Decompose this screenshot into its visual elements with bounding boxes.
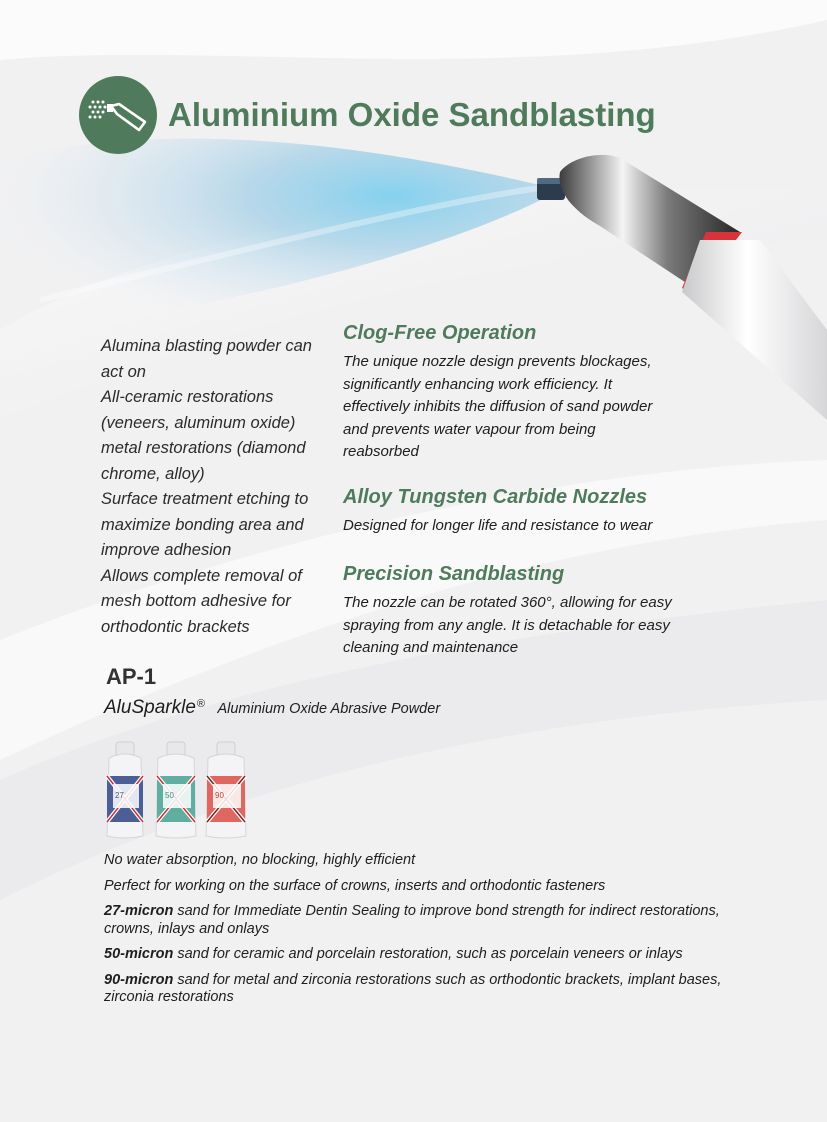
note-text: Perfect for working on the surface of crowns, inserts and orthodontic fasteners — [104, 877, 606, 894]
feature-text: The nozzle can be rotated 360°, allowing for easy spraying from any angle. It is detachable for easy cleaning and maintenance — [343, 594, 672, 656]
registered-mark: ® — [196, 697, 205, 710]
feature-heading: Precision Sandblasting — [343, 563, 565, 585]
note-item — [104, 903, 744, 938]
bottle-50 — [156, 742, 196, 838]
feature-precision — [343, 563, 723, 660]
application-item: metal restorations (diamond chrome, alloy) — [101, 439, 306, 483]
product-notes — [104, 852, 744, 1015]
application-item: Surface treatment etching to maximize bonding area and improve adhesion — [101, 490, 309, 559]
feature-clog-free — [343, 322, 653, 464]
svg-text:50: 50 — [165, 791, 174, 800]
product-description: Aluminium Oxide Abrasive Powder — [217, 701, 441, 717]
application-item: Allows complete removal of mesh bottom adhesive for orthodontic brackets — [101, 566, 302, 636]
note-text: sand for Immediate Dentin Sealing to improve bond strength for indirect restorations, crowns, inlays and onlays — [104, 903, 720, 937]
note-text: No water absorption, no blocking, highly efficient — [104, 852, 416, 868]
application-item: All-ceramic restorations (veneers, aluminum oxide) — [101, 388, 296, 432]
product-code: AP-1 — [106, 664, 157, 689]
svg-text:27: 27 — [115, 791, 124, 800]
bottle-90 — [206, 742, 246, 838]
page-title: Aluminium Oxide Sandblasting — [168, 96, 656, 133]
feature-heading: Alloy Tungsten Carbide Nozzles — [343, 486, 648, 508]
product-bottles-image — [101, 740, 251, 840]
note-micron: 27-micron — [104, 903, 174, 919]
bottle-27 — [107, 742, 143, 838]
svg-text:90: 90 — [215, 791, 224, 800]
note-text: sand for metal and zirconia restorations such as orthodontic brackets, implant bases, zirconia restorations — [104, 971, 722, 1005]
note-micron: 90-micron — [104, 971, 174, 988]
note-item — [104, 972, 744, 1007]
brand-name: AluSparkle — [104, 697, 196, 718]
feature-heading: Clog-Free Operation — [343, 322, 537, 344]
note-text: sand for ceramic and porcelain restoration, such as porcelain veneers or inlays — [173, 946, 683, 962]
feature-text: Designed for longer life and resistance to wear — [343, 517, 653, 534]
feature-tungsten-nozzles — [343, 486, 723, 538]
feature-text: The unique nozzle design prevents blockages, significantly enhancing work efficiency. It effectively inhibits the diffusion of sand powder and prevents water vapour from being reabsorbed — [343, 353, 653, 460]
product-brand-line — [104, 697, 440, 719]
application-item: Alumina blasting powder can act on — [101, 337, 312, 381]
note-micron: 50-micron — [104, 946, 174, 962]
note-item — [104, 852, 744, 870]
applications-list — [101, 334, 326, 640]
sandblaster-spray-icon — [79, 76, 157, 154]
note-item — [104, 946, 744, 964]
note-item — [104, 878, 744, 896]
